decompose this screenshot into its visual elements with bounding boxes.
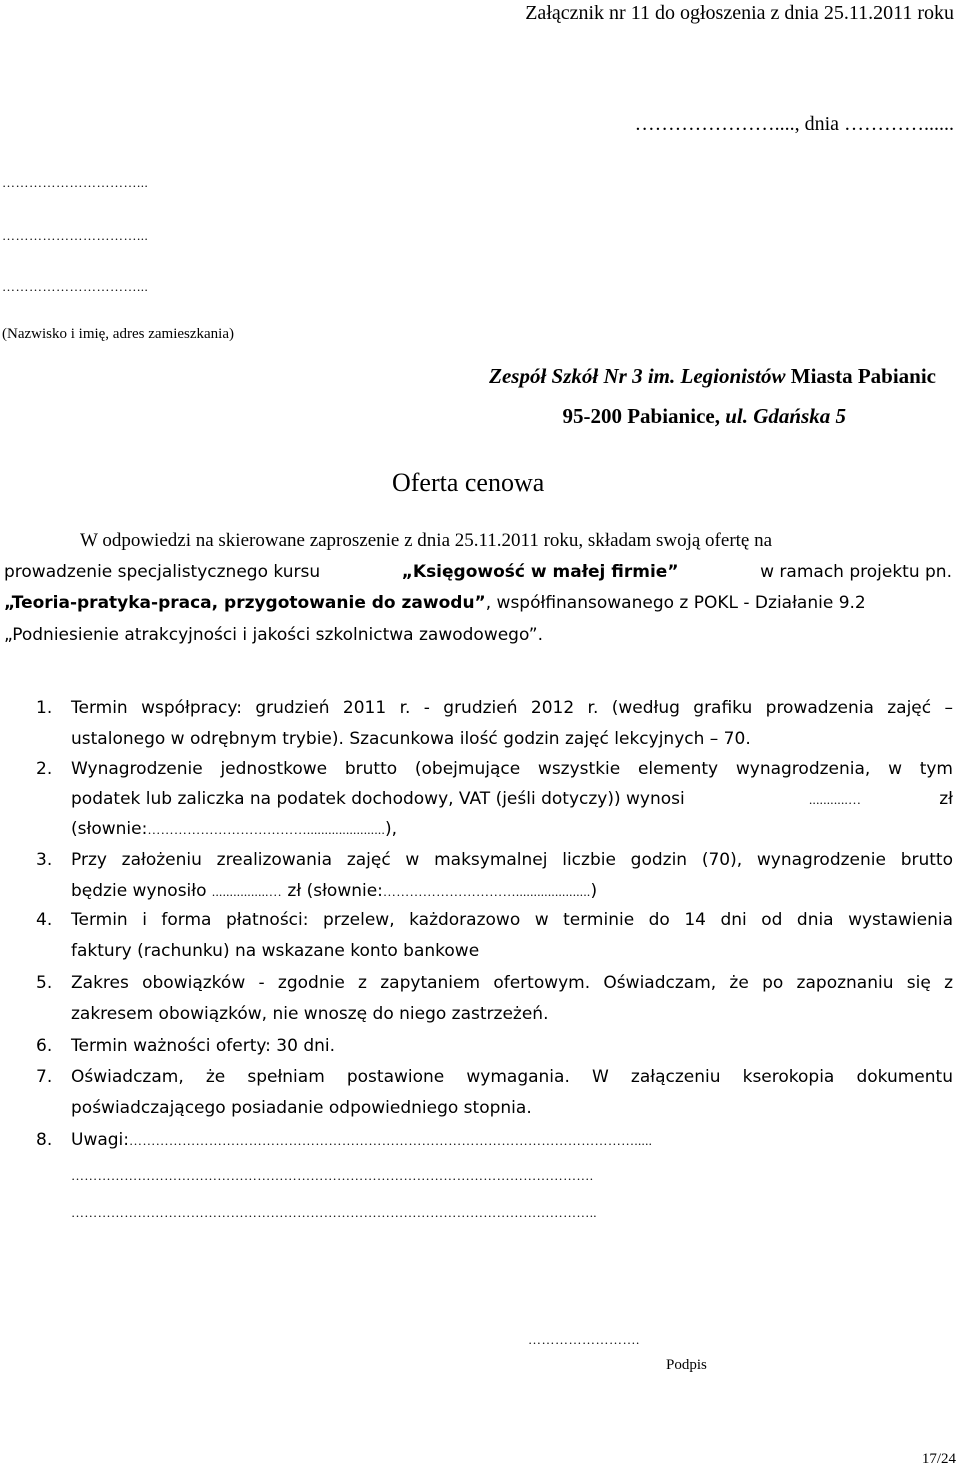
intro-line-1: W odpowiedzi na skierowane zaproszenie z dnia 25.11.2011 roku, składam swoją ofertę na <box>80 530 773 551</box>
item-6-line-1: Termin ważności oferty: 30 dni. <box>71 1036 336 1056</box>
item-2-amount-field <box>809 789 861 809</box>
item-1-line-2: ustalonego w odrębnym trybie). Szacunkowa ilość godzin zajęć lekcyjnych – 70. <box>71 729 751 749</box>
item-7-line-1: Oświadczam, że spełniam postawione wymagania. W załączeniu kserokopia dokumentu <box>71 1067 953 1087</box>
item-2-amount-label: podatek lub zaliczka na podatek dochodowy, VAT (jeśli dotyczy)) wynosi <box>71 789 685 809</box>
item-5-line-2: zakresem obowiązków, nie wnoszę do niego zastrzeżeń. <box>71 1004 549 1024</box>
annex-header: Załącznik nr 11 do ogłoszenia z dnia 25.11.2011 roku <box>525 2 954 24</box>
intro-project-prefix: w ramach projektu pn. <box>760 562 952 582</box>
intro-course-name: „Księgowość w małej firmie” <box>401 562 679 582</box>
item-3-amount-dots: ................… <box>211 884 283 899</box>
item-1-line-1: Termin współpracy: grudzień 2011 r. - grudzień 2012 r. (według grafiku prowadzenia zajęć – <box>71 698 953 718</box>
document-title: Oferta cenowa <box>392 468 545 497</box>
item-8-remarks-dots-3: ……………………………………………………………………………………………………….. <box>71 1205 597 1220</box>
item-6-number: 6. <box>36 1036 53 1056</box>
applicant-line-1: …………………………... <box>2 175 149 190</box>
item-8-remarks-label: Uwagi: <box>71 1130 130 1150</box>
item-3-amount-label: będzie wynosiło <box>71 881 207 901</box>
recipient-postcode: 95-200 Pabianice, <box>562 404 726 428</box>
item-3-line-1: Przy założeniu zrealizowania zajęć w maksymalnej liczbie godzin (70), wynagrodzenie brutto <box>71 850 953 870</box>
item-1-number: 1. <box>36 698 53 718</box>
recipient-line-1 <box>489 364 936 389</box>
applicant-line-2: …………………………... <box>2 228 149 243</box>
recipient-line-2 <box>562 404 846 429</box>
intro-course-prefix: prowadzenie specjalistycznego kursu <box>4 562 321 582</box>
signature-line: ……………………. <box>528 1332 640 1347</box>
item-8-line-1 <box>71 1130 652 1150</box>
item-8-remarks-dots-2: ………………………………………………………………………………………………………. <box>71 1168 594 1183</box>
applicant-caption: (Nazwisko i imię, adres zamieszkania) <box>2 326 234 342</box>
item-5-line-1: Zakres obowiązków - zgodnie z zapytaniem ofertowym. Oświadczam, że po zapoznaniu się z <box>71 973 953 993</box>
item-3-words-dots: …………………………..................... <box>382 884 591 899</box>
item-2-amount-dots: ...........… <box>809 792 862 807</box>
intro-funding: , współfinansowanego z POKL - Działanie 9.2 <box>485 593 866 613</box>
page-number: 17/24 <box>921 1451 956 1467</box>
place-date-field: …………………...., dnia …………...... <box>634 113 954 135</box>
recipient-school-name: Zespół Szkół Nr 3 im. Legionistów <box>489 364 786 388</box>
item-4-line-1: Termin i forma płatności: przelew, każdorazowo w terminie do 14 dni od dnia wystawienia <box>71 910 953 930</box>
item-4-line-2: faktury (rachunku) na wskazane konto bankowe <box>71 941 480 961</box>
item-5-number: 5. <box>36 973 53 993</box>
applicant-line-3: …………………………... <box>2 279 149 294</box>
item-2-line-3 <box>71 819 397 839</box>
signature-caption: Podpis <box>666 1357 707 1373</box>
item-2-words-label: (słownie: <box>71 819 148 839</box>
intro-line-4: „Podniesienie atrakcyjności i jakości szkolnictwa zawodowego”. <box>4 625 543 645</box>
item-8-remarks-dots-1: ……………………………………………………………………………………………………..... <box>129 1133 653 1148</box>
item-3-words-close: ) <box>590 881 598 901</box>
intro-line-3 <box>4 593 866 613</box>
recipient-street: ul. Gdańska 5 <box>725 404 846 428</box>
intro-project-name: „Teoria-pratyka-praca, przygotowanie do zawodu” <box>4 593 486 613</box>
recipient-city-name: Miasta Pabianic <box>785 364 936 388</box>
item-7-line-2: poświadczającego posiadanie odpowiedniego stopnia. <box>71 1098 532 1118</box>
item-8-number: 8. <box>36 1130 53 1150</box>
item-3-number: 3. <box>36 850 53 870</box>
item-3-line-2 <box>71 881 597 901</box>
item-2-words-dots: ………………………………...................... <box>147 822 386 837</box>
item-2-words-close: ), <box>385 819 398 839</box>
item-4-number: 4. <box>36 910 53 930</box>
item-2-line-1: Wynagrodzenie jednostkowe brutto (obejmujące wszystkie elementy wynagrodzenia, w tym <box>71 759 953 779</box>
intro-line-2 <box>4 562 952 582</box>
item-2-number: 2. <box>36 759 53 779</box>
item-2-currency: zł <box>939 789 953 809</box>
item-3-words-label: zł (słownie: <box>282 881 383 901</box>
item-2-line-2 <box>71 789 953 809</box>
item-7-number: 7. <box>36 1067 53 1087</box>
